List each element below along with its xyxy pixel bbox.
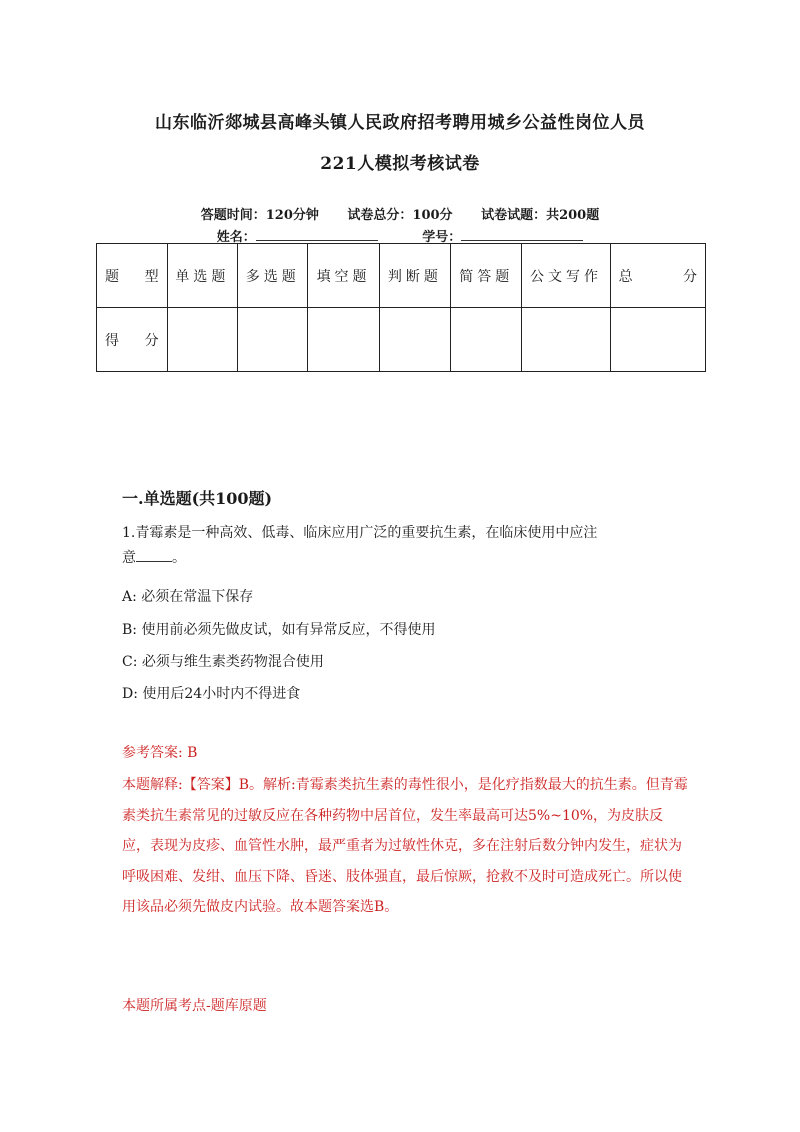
exam-time: 答题时间：120分钟 <box>200 208 319 223</box>
exam-title-line1: 山东临沂郯城县高峰头镇人民政府招考聘用城乡公益性岗位人员 <box>155 113 645 133</box>
answer-explanation: 本题解释:【答案】B。解析:青霉素类抗生素的毒性很小，是化疗指数最大的抗生素。但青霉素类抗生素常见的过敏反应在各种药物中居首位，发生率最高可达5%~10%，为皮肤反应，表现为皮疹、血管性水肿，最严重者为过敏性休克，多在注射后数分钟内发生，症状为呼吸困难、发绀、血压下降、昏迷、肢体强直，最后惊厥，抢救不及时可造成死亡。所以使用该品必须先做皮内试验。故本题答案选B。 <box>122 777 688 915</box>
answer-blank <box>136 549 172 562</box>
id-label: 学号： <box>422 230 462 245</box>
total-right: 分 <box>683 268 697 285</box>
id-field[interactable] <box>461 229 583 241</box>
question-line2-suffix: 。 <box>172 550 186 566</box>
cell-type <box>97 244 168 308</box>
exam-meta-info <box>0 204 800 223</box>
question-topic: 本题所属考点-题库原题 <box>122 998 267 1014</box>
cell-fill-blank: 填空题 <box>308 244 379 308</box>
exam-title-line2: 221人模拟考核试卷 <box>320 154 480 174</box>
option-a[interactable]: A: 必须在常温下保存 <box>122 589 254 605</box>
score-cell-fill[interactable] <box>308 308 379 372</box>
option-d[interactable]: D: 使用后24小时内不得进食 <box>122 686 301 702</box>
type-right: 型 <box>144 268 159 285</box>
section-title: 一.单选题(共100题) <box>122 489 273 508</box>
score-cell-writing[interactable] <box>522 308 610 372</box>
cell-total <box>610 244 705 308</box>
question-text <box>122 521 692 571</box>
score-right: 分 <box>144 332 159 349</box>
score-table-score-row <box>97 308 706 372</box>
type-left: 题 <box>105 268 119 285</box>
cell-single-choice: 单选题 <box>167 244 237 308</box>
total-questions: 试卷试题：共200题 <box>481 208 600 223</box>
name-label: 姓名： <box>216 230 256 245</box>
score-cell-multi[interactable] <box>238 308 308 372</box>
option-b[interactable]: B: 使用前必须先做皮试，如有异常反应，不得使用 <box>122 622 436 638</box>
option-c[interactable]: C: 必须与维生素类药物混合使用 <box>122 654 324 670</box>
total-left: 总 <box>618 268 633 285</box>
cell-document-writing: 公文写作 <box>522 244 610 308</box>
score-table-header-row <box>97 244 706 308</box>
cell-short-answer: 简答题 <box>451 244 522 308</box>
total-score: 试卷总分：100分 <box>347 208 453 223</box>
question-line2 <box>122 546 692 571</box>
reference-answer: 参考答案: B <box>122 745 198 761</box>
question-line1: 1.青霉素是一种高效、低毒、临床应用广泛的重要抗生素，在临床使用中应注 <box>122 525 598 541</box>
score-cell-judge[interactable] <box>379 308 450 372</box>
name-field[interactable] <box>256 229 378 241</box>
score-table <box>96 243 706 372</box>
score-left: 得 <box>105 332 119 349</box>
cell-score-label <box>97 308 168 372</box>
cell-true-false: 判断题 <box>379 244 450 308</box>
score-cell-total[interactable] <box>610 308 705 372</box>
score-cell-single[interactable] <box>167 308 237 372</box>
cell-multi-choice: 多选题 <box>238 244 308 308</box>
score-cell-short[interactable] <box>451 308 522 372</box>
question-line2-prefix: 意 <box>122 550 136 566</box>
